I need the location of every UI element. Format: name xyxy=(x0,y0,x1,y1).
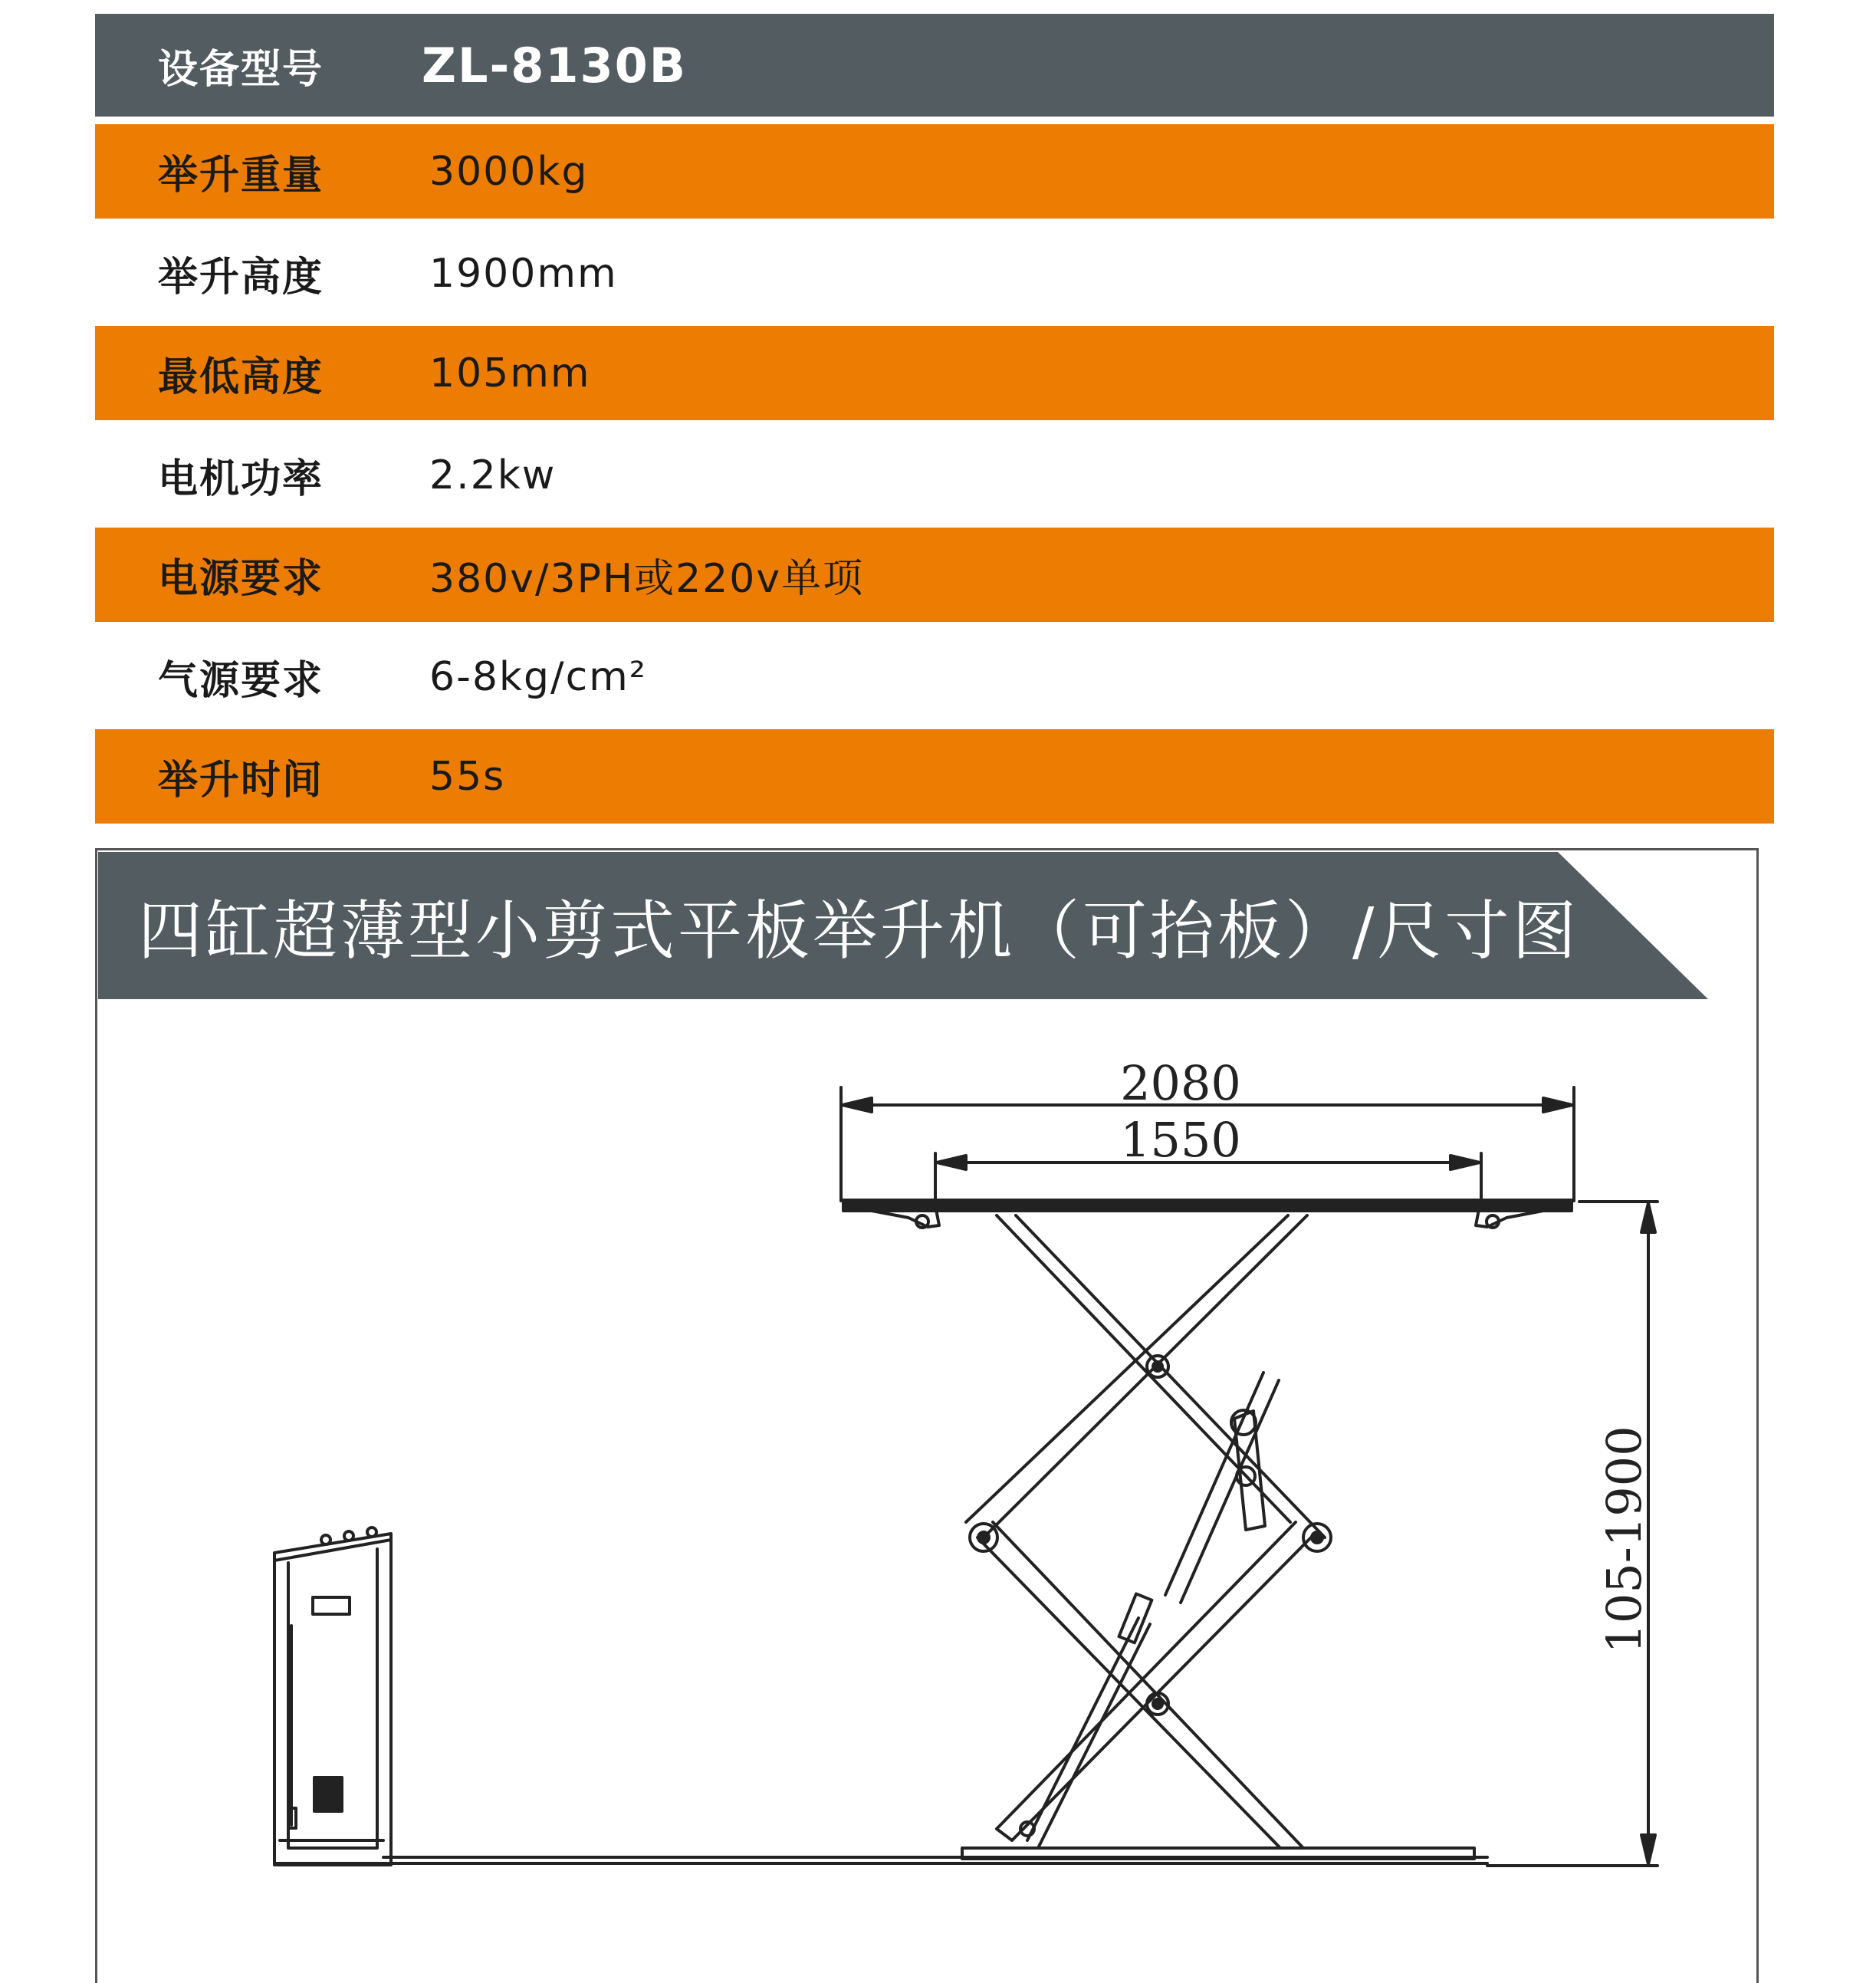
dimension-inner-width-label: 1550 xyxy=(1120,1112,1241,1168)
spec-value: 105mm xyxy=(429,350,591,396)
scissor-arms xyxy=(966,1215,1325,1848)
spec-label: 最低高度 xyxy=(158,354,324,400)
dimension-height-label: 105-1900 xyxy=(1596,1426,1652,1654)
spec-label: 设备型号 xyxy=(158,46,324,93)
spec-value: 2.2kw xyxy=(429,452,557,498)
spec-value: 380v/3PH或220v单项 xyxy=(429,556,865,602)
spec-value: 6-8kg/cm² xyxy=(429,653,647,700)
spec-label: 举升高度 xyxy=(158,255,324,301)
pivot-joints xyxy=(970,1356,1331,1836)
lift-platform xyxy=(843,1200,1572,1228)
control-cabinet xyxy=(274,1528,391,1865)
spec-label: 举升时间 xyxy=(158,758,324,804)
diagram-title: 四缸超薄型小剪式平板举升机（可抬板）/尺寸图 xyxy=(138,893,1580,968)
spec-label: 举升重量 xyxy=(158,153,324,199)
spec-value: 1900mm xyxy=(429,250,618,297)
dimension-overall-width-label: 2080 xyxy=(1120,1055,1241,1111)
lift-base xyxy=(274,1848,1487,1863)
spec-label: 气源要求 xyxy=(158,658,324,704)
spec-value: ZL-8130B xyxy=(422,37,688,94)
spec-value: 55s xyxy=(429,753,506,800)
spec-value: 3000kg xyxy=(429,148,589,195)
spec-label: 电源要求 xyxy=(158,556,324,602)
spec-label: 电机功率 xyxy=(158,456,324,502)
